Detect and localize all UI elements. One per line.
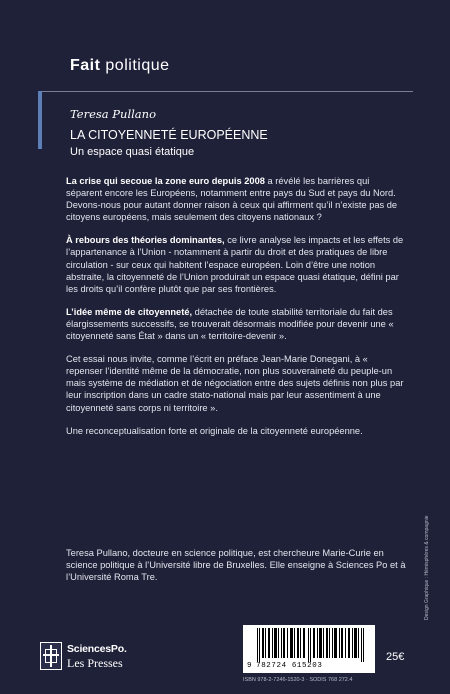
- barcode-digits: 782724 615203: [256, 662, 323, 670]
- publisher-brand: SciencesPo.: [67, 643, 127, 655]
- publisher-logo: [40, 641, 150, 671]
- header-divider: [38, 91, 413, 92]
- blurb-text: ce livre analyse les impacts et les effets de l’appartenance à l’Union - notamment à partir du droit et des pratiques de libre circulation - sur ceux qui habitent l’espace européen. Loin d’être une notion abstraite, la citoyenneté de l’Union produirait un espace quasi étatique, défini par les droits qu’il confère plutôt que par ses frontières.: [66, 235, 404, 294]
- blurb-lead: À rebours des théories dominantes,: [66, 235, 225, 246]
- accent-bar: [38, 91, 42, 149]
- isbn: ISBN 978-2-7246-1520-3 · SODIS 768 272.4: [243, 677, 353, 683]
- blurb-text: Cet essai nous invite, comme l’écrit en préface Jean-Marie Donegani, à « repenser l’identité même de la démocratie, non plus souveraineté du peuple-un mais système de médiation et de négociation entre des sujets définis non plus par leur inscription dans un cadre stato-national mais par leur assentiment à une citoyenneté sans corps ni territoire ».: [66, 354, 404, 413]
- publisher-press: Les Presses: [67, 656, 123, 670]
- seal-icon: [40, 642, 62, 670]
- blurb-paragraph: [66, 234, 406, 294]
- blurb-paragraph: [66, 306, 406, 342]
- series-name-strong: Fait: [70, 57, 101, 74]
- barcode: [243, 625, 375, 673]
- blurb: [66, 175, 406, 448]
- series-name-light: politique: [105, 57, 170, 74]
- author-bio: Teresa Pullano, docteure en science politique, est chercheure Marie-Curie en science politique à l’Université libre de Bruxelles. Elle enseigne à Sciences Po et à l’Université Roma Tre.: [66, 548, 406, 583]
- design-credit: Design Graphique : Hémisphères & compagnie: [424, 515, 430, 620]
- series-name: [70, 57, 170, 75]
- blurb-lead: L’idée même de citoyenneté,: [66, 306, 193, 317]
- price: 25€: [386, 651, 405, 663]
- blurb-lead: La crise qui secoue la zone euro depuis 2008: [66, 176, 265, 186]
- blurb-text: Une reconceptualisation forte et originale de la citoyenneté européenne.: [66, 425, 363, 436]
- barcode-lead-digit: 9: [247, 662, 253, 670]
- blurb-paragraph: [66, 175, 406, 223]
- author-name: Teresa Pullano: [70, 107, 156, 121]
- barcode-number: [247, 662, 371, 670]
- blurb-text: détachée de toute stabilité territoriale du fait des élargissements successifs, se trouverait désormais modifiée pour devenir une « citoyenneté sans État » dans un « territoire-devenir ».: [66, 306, 394, 342]
- blurb-paragraph: [66, 353, 406, 413]
- blurb-text: a révélé les barrières qui séparent encore les Européens, notamment entre pays du Sud et pays du Nord. Devons-nous pour autant donner raison à ceux qui affirment qu’il n’existe pas de citoyens européens, mais seulement des citoyens nationaux ?: [66, 176, 398, 223]
- barcode-bars-icon: [257, 628, 365, 662]
- blurb-paragraph: [66, 425, 406, 437]
- book-subtitle: Un espace quasi étatique: [70, 146, 195, 158]
- book-title: LA CITOYENNETÉ EUROPÉENNE: [70, 128, 268, 142]
